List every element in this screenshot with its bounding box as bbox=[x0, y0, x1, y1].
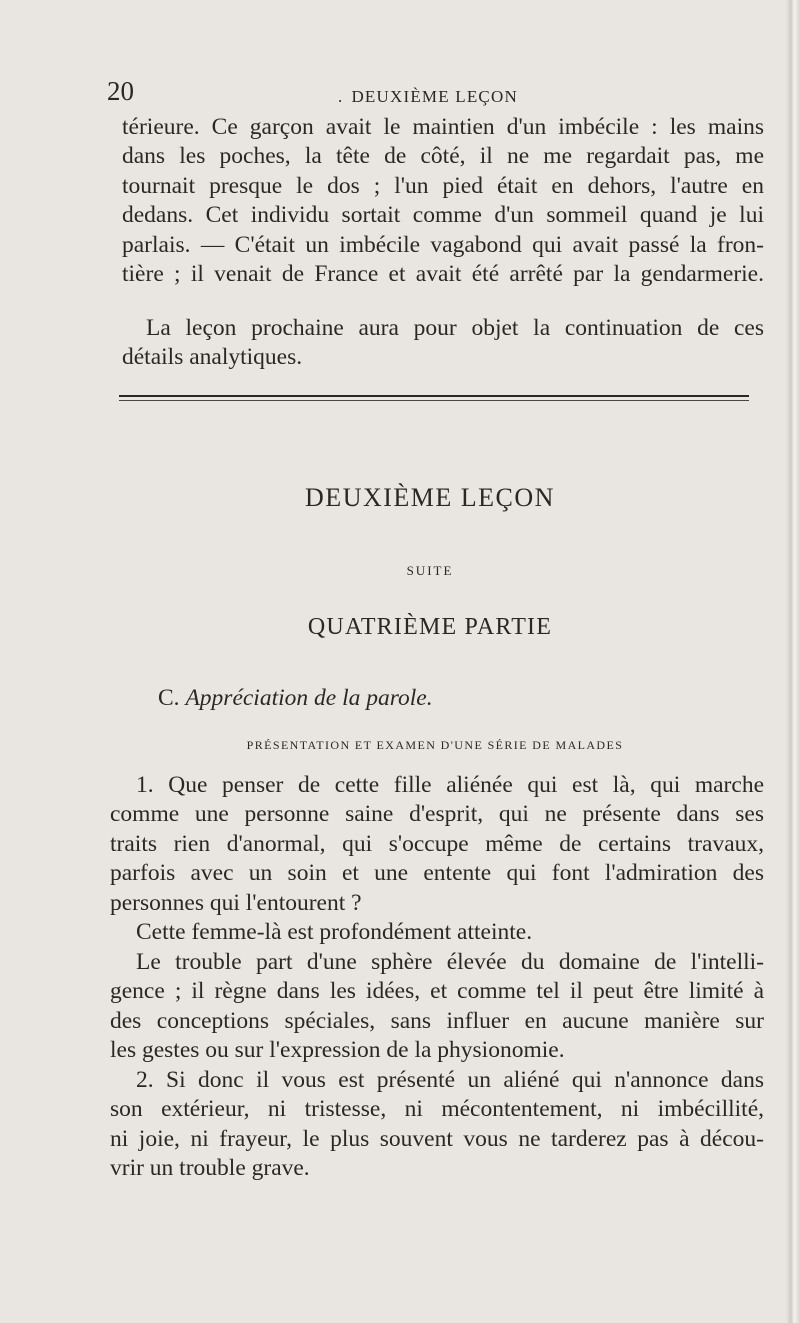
top-paragraph-line: dedans. Cet individu sortait comme d'un sommeil quand je lui bbox=[122, 202, 764, 228]
body-line: Cette femme-là est profondément atteinte. bbox=[136, 919, 533, 945]
body-line: son extérieur, ni tristesse, ni mécontentement, ni imbécillité, bbox=[110, 1096, 764, 1122]
body-line: parfois avec un soin et une entente qui font l'admiration des bbox=[110, 860, 764, 886]
body-line: ni joie, ni frayeur, le plus souvent vous ne tarderez pas à décou- bbox=[110, 1126, 764, 1152]
page-edge bbox=[786, 0, 800, 1323]
body-line: des conceptions spéciales, sans influer en aucune manière sur bbox=[110, 1008, 764, 1034]
running-title bbox=[338, 87, 518, 107]
top-paragraph-line: térieure. Ce garçon avait le maintien d'un imbécile : les mains bbox=[122, 114, 764, 140]
top-paragraph-line: dans les poches, la tête de côté, il ne me regardait pas, me bbox=[122, 143, 764, 169]
next-lesson-line: détails analytiques. bbox=[122, 344, 303, 370]
section-divider-thin bbox=[119, 400, 749, 401]
body-line: personnes qui l'entourent ? bbox=[110, 890, 362, 916]
running-title-text: DEUXIÈME LEÇON bbox=[351, 87, 518, 106]
body-line: comme une personne saine d'esprit, qui ne présente dans ses bbox=[110, 801, 764, 827]
body-line: 1. Que penser de cette fille aliénée qui est là, qui marche bbox=[136, 772, 764, 798]
subsection-letter: C. bbox=[158, 685, 180, 711]
top-paragraph-line: tournait presque le dos ; l'un pied était en dehors, l'autre en bbox=[122, 173, 764, 199]
section-subtitle: SUITE bbox=[406, 563, 454, 578]
body-line: les gestes ou sur l'expression de la physionomie. bbox=[110, 1037, 565, 1063]
body-line: 2. Si donc il vous est présenté un aliéné qui n'annonce dans bbox=[136, 1067, 764, 1093]
top-paragraph-line: tière ; il venait de France et avait été arrêté par la gendarmerie. bbox=[122, 261, 764, 287]
body-line: gence ; il règne dans les idées, et comme tel il peut être limité à bbox=[110, 978, 764, 1004]
section-part-title: QUATRIÈME PARTIE bbox=[307, 614, 553, 640]
next-lesson-line: La leçon prochaine aura pour objet la continuation de ces bbox=[146, 315, 764, 341]
running-title-dot: . bbox=[338, 87, 344, 106]
top-paragraph-line: parlais. — C'était un imbécile vagabond qui avait passé la fron- bbox=[122, 232, 764, 258]
section-divider-thick bbox=[119, 395, 749, 397]
page-number: 20 bbox=[107, 76, 134, 106]
small-caps-heading: PRÉSENTATION ET EXAMEN D'UNE SÉRIE DE MALADES bbox=[246, 738, 624, 752]
body-line: vrir un trouble grave. bbox=[110, 1155, 310, 1181]
subsection-heading bbox=[158, 685, 433, 712]
body-line: Le trouble part d'une sphère élevée du domaine de l'intelli- bbox=[136, 949, 764, 975]
section-title: DEUXIÈME LEÇON bbox=[305, 483, 555, 512]
body-line: traits rien d'anormal, qui s'occupe même de certains travaux, bbox=[110, 831, 764, 857]
subsection-title: Appréciation de la parole. bbox=[185, 685, 433, 711]
